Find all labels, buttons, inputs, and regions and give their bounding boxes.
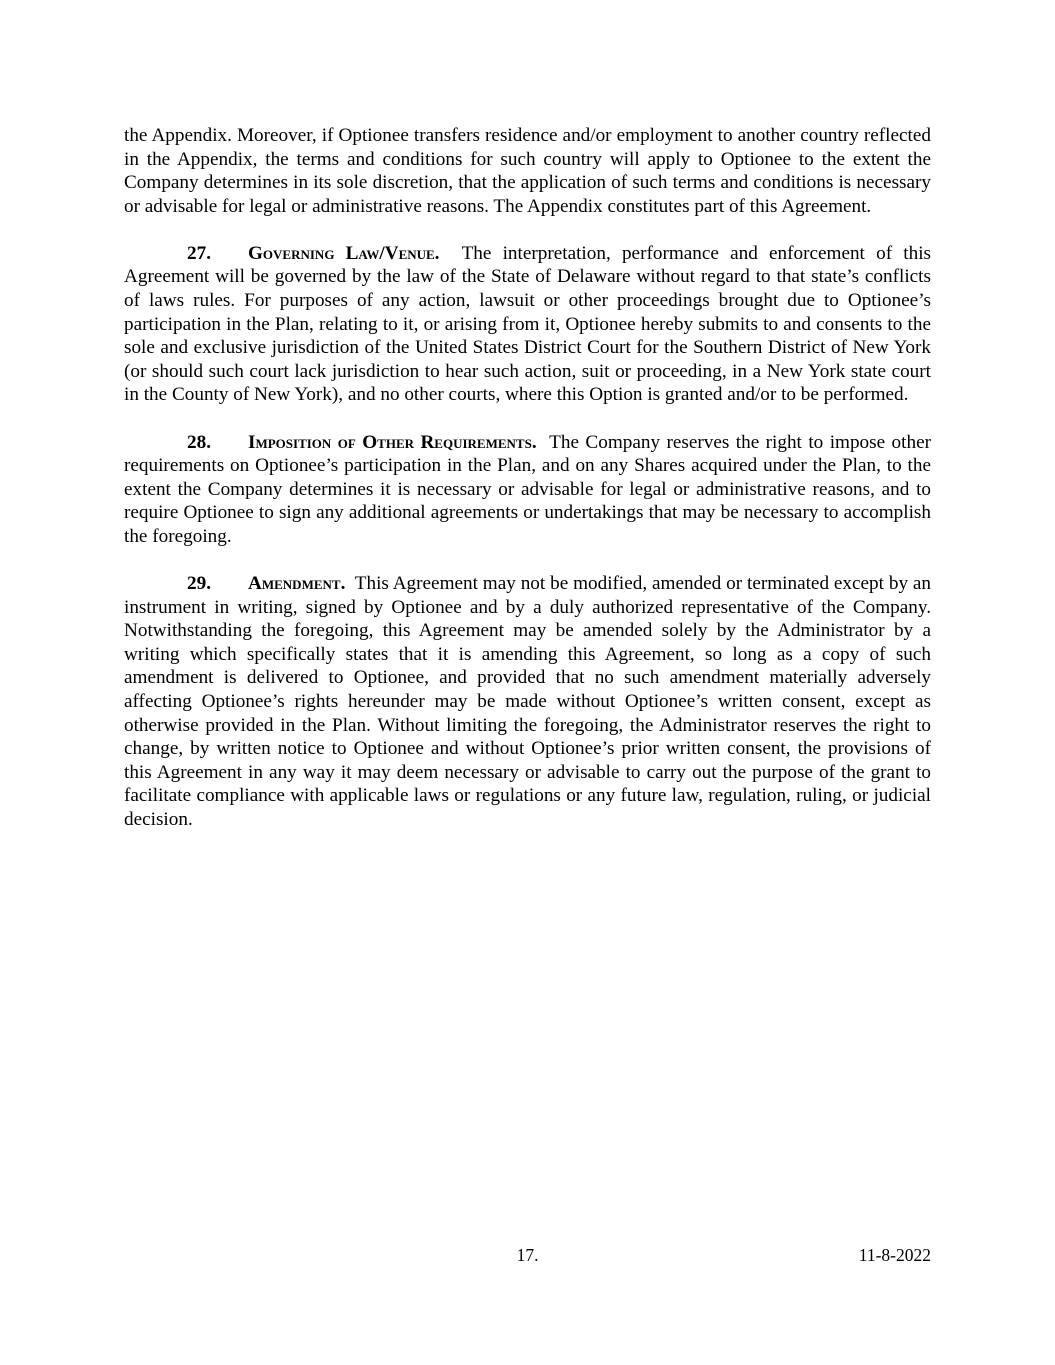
- page-number: 17.: [516, 1245, 539, 1265]
- section-number: 29.: [187, 573, 211, 594]
- section-body: The Company reserves the right to impose other requirements on Optionee’s participation in the Plan, and on any Shares acquired under the Plan, to the extent the Company determines it is necessary or advisable for legal or administrative reasons, and to require Optionee to sign any additional agreements or undertakings that may be necessary to accomplish the foregoing.: [124, 431, 931, 547]
- section-heading: Governing Law/Venue.: [248, 242, 440, 264]
- section-27: [124, 242, 931, 407]
- section-28: [124, 431, 931, 549]
- footer-date: 11-8-2022: [858, 1245, 931, 1265]
- section-heading: Amendment.: [248, 573, 346, 594]
- section-29: [124, 572, 931, 832]
- section-number: 27.: [187, 242, 211, 264]
- continuation-paragraph: the Appendix. Moreover, if Optionee transfers residence and/or employment to another country reflected in the Appendix, the terms and conditions for such country will apply to Optionee to the extent the Company determines in its sole discretion, that the application of such terms and conditions is necessary or advisable for legal or administrative reasons. The Appendix constitutes part of this Agreement.: [124, 125, 931, 217]
- section-heading: Imposition of Other Requirements.: [248, 431, 537, 453]
- section-body: This Agreement may not be modified, amended or terminated except by an instrument in writing, signed by Optionee and by a duly authorized representative of the Company. Notwithstanding the foregoing, this Agreement may be amended solely by the Administrator by a writing which specifically states that it is amending this Agreement, so long as a copy of such amendment is delivered to Optionee, and provided that no such amendment materially adversely affecting Optionee’s rights hereunder may be made without Optionee’s written consent, except as otherwise provided in the Plan. Without limiting the foregoing, the Administrator reserves the right to change, by written notice to Optionee and without Optionee’s prior written consent, the provisions of this Agreement in any way it may deem necessary or advisable to carry out the purpose of the grant to facilitate compliance with applicable laws or regulations or any future law, regulation, ruling, or judicial decision.: [124, 573, 932, 830]
- section-body: The interpretation, performance and enforcement of this Agreement will be governed by the law of the State of Delaware without regard to that state’s conflicts of laws rules. For purposes of any action, lawsuit or other proceedings brought due to Optionee’s participation in the Plan, relating to it, or arising from it, Optionee hereby submits to and consents to the sole and exclusive jurisdiction of the United States District Court for the Southern District of New York (or should such court lack jurisdiction to hear such action, suit or proceeding, in a New York state court in the County of New York), and no other courts, where this Option is granted and/or to be performed.: [124, 242, 932, 406]
- document-body: [124, 124, 931, 855]
- section-number: 28.: [187, 431, 211, 453]
